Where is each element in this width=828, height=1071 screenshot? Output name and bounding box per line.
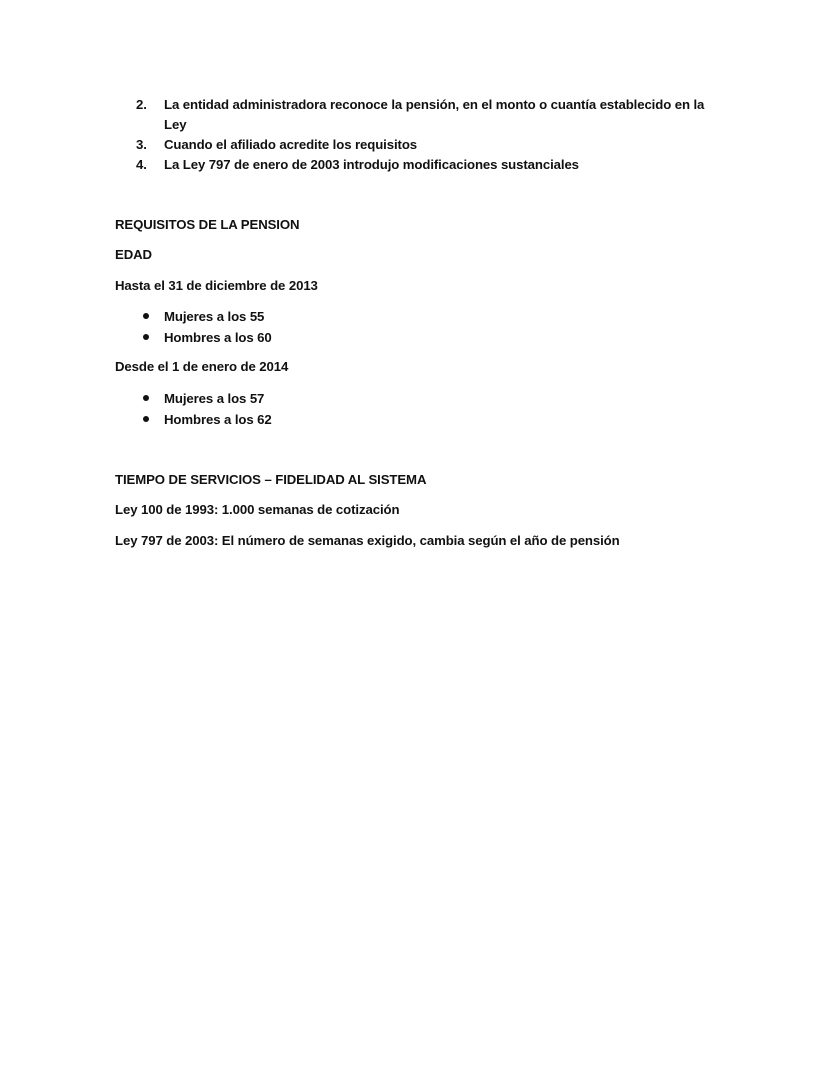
bullet-icon: [143, 395, 149, 401]
ley100-line: Ley 100 de 1993: 1.000 semanas de cotización: [115, 502, 400, 517]
tiempo-heading: TIEMPO DE SERVICIOS – FIDELIDAD AL SISTEMA: [115, 472, 427, 487]
bullet-icon: [143, 334, 149, 340]
list-item: [136, 135, 716, 155]
list-number: 3.: [136, 137, 147, 152]
numbered-list: [136, 95, 716, 175]
list-text: Cuando el afiliado acredite los requisitos: [164, 137, 418, 152]
list-item: [136, 155, 716, 175]
bullet-text: Hombres a los 60: [164, 330, 272, 345]
bullet-item: [136, 388, 272, 409]
list-number: 2.: [136, 97, 147, 112]
list-item: [136, 95, 716, 135]
bullet-item: [136, 327, 272, 348]
ley797-line: Ley 797 de 2003: El número de semanas exigido, cambia según el año de pensión: [115, 533, 620, 548]
desde-list: [136, 388, 272, 430]
list-number: 4.: [136, 157, 147, 172]
bullet-text: Hombres a los 62: [164, 412, 272, 427]
hasta-label: Hasta el 31 de diciembre de 2013: [115, 278, 318, 293]
list-text: La entidad administradora reconoce la pensión, en el monto o cuantía establecido en la Ley: [164, 97, 705, 132]
desde-label: Desde el 1 de enero de 2014: [115, 359, 289, 374]
bullet-item: [136, 306, 272, 327]
bullet-icon: [143, 416, 149, 422]
list-text: La Ley 797 de enero de 2003 introdujo modificaciones sustanciales: [164, 157, 579, 172]
edad-heading: EDAD: [115, 247, 152, 262]
hasta-list: [136, 306, 272, 348]
bullet-icon: [143, 313, 149, 319]
requisitos-heading: REQUISITOS DE LA PENSION: [115, 217, 300, 232]
bullet-text: Mujeres a los 57: [164, 391, 265, 406]
bullet-text: Mujeres a los 55: [164, 309, 265, 324]
bullet-item: [136, 409, 272, 430]
